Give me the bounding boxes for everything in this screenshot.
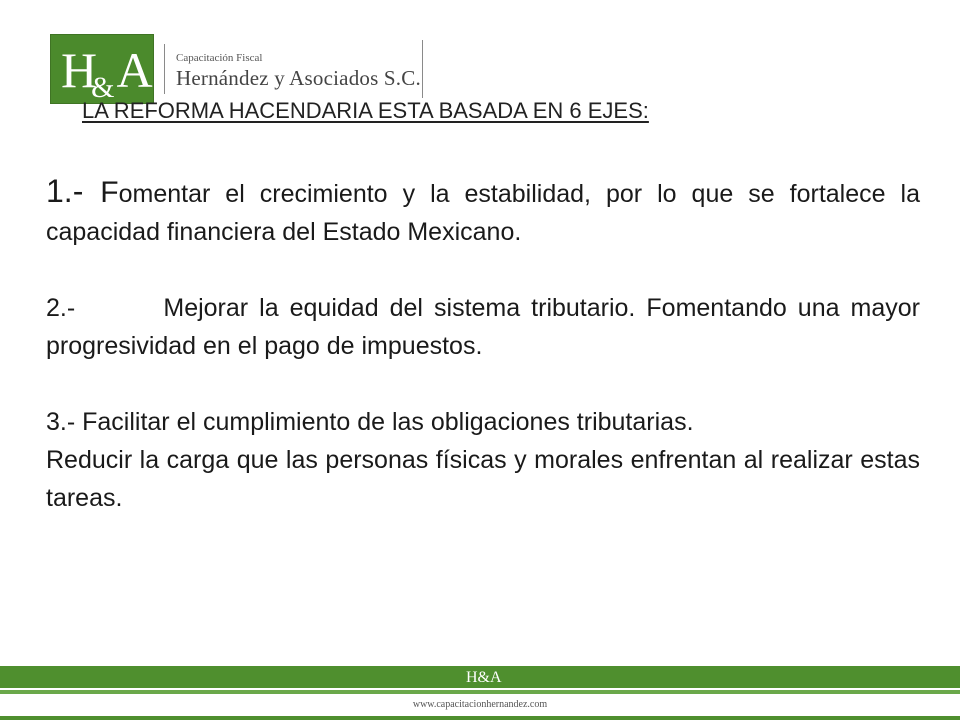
footer [0,666,960,720]
header-divider-right [422,40,423,98]
company-name: Hernández y Asociados S.C. [176,66,421,90]
footer-url: www.capacitacionhernandez.com [412,699,548,710]
point-1-number: 1.- [46,173,101,209]
company-tagline: Capacitación Fiscal [176,52,263,64]
point-3-detail: Reducir la carga que las personas físicas y morales enfrentan al realizar estas tareas. [46,446,920,512]
point-2: 2.- Mejorar la equidad del sistema tributario. Fomentando una mayor progresividad en el pago de impuestos. [46,294,920,360]
logo-mark: $H_{\&}A$ [61,42,151,104]
point-3: 3.- Facilitar el cumplimiento de las obligaciones tributarias. [46,408,694,436]
company-logo [50,34,154,104]
footer-logo: H&A [466,669,502,686]
header-divider-left [164,44,165,94]
point-1-initial: F [100,176,119,209]
point-1-text: omentar el crecimiento y la estabilidad, por lo que se fortalece la capacidad financiera del Estado Mexicano. [46,180,920,246]
slide-body [46,172,920,517]
footer-stripe [0,690,960,694]
footer-bottom-stripe [0,716,960,720]
slide-title: LA REFORMA HACENDARIA ESTA BASADA EN 6 EJES: [82,98,649,123]
point-1 [46,172,920,251]
